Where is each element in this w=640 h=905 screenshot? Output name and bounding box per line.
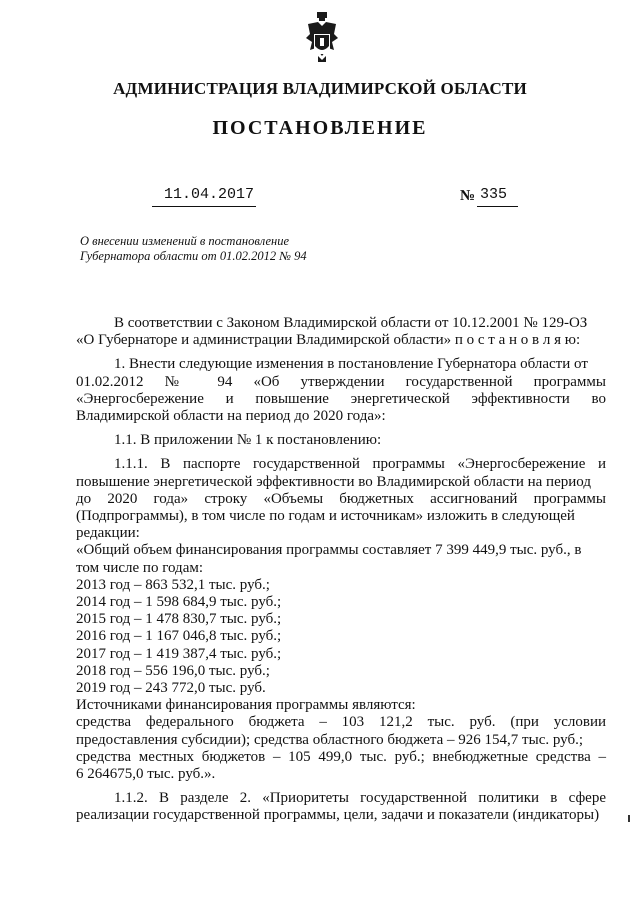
subject-line: О внесении изменений в постановление (80, 234, 290, 248)
text-line: «Энергосбережение и повышение энергетической эффективности во (76, 390, 606, 407)
text-line: 01.02.2012 № 94 «Об утверждении государственной программы (76, 373, 606, 390)
item-1-1-paragraph (76, 432, 606, 449)
text-line: до 2020 года» строку «Объемы бюджетных ассигнований программы (76, 490, 606, 507)
document-date: 11.04.2017 (152, 184, 256, 207)
year-line: 2014 год – 1 598 684,9 тыс. руб.; (76, 594, 282, 611)
year-line: 2015 год – 1 478 830,7 тыс. руб.; (76, 611, 282, 628)
text-line: В соответствии с Законом Владимирской области от 10.12.2001 № 129-ОЗ (114, 315, 588, 331)
number-label: № (460, 188, 476, 204)
subject-line: Губернатора области от 01.02.2012 № 94 (80, 249, 307, 263)
item-1-paragraph (76, 356, 606, 425)
document-type: ПОСТАНОВЛЕНИЕ (212, 117, 428, 139)
organization-title: АДМИНИСТРАЦИЯ ВЛАДИМИРСКОЙ ОБЛАСТИ (113, 79, 527, 98)
item-1-1-2-paragraph (76, 790, 606, 824)
text-line: реализации государственной программы, цели, задачи и показатели (индикаторы) (76, 807, 600, 824)
text-line: «Общий объем финансирования программы составляет 7 399 449,9 тыс. руб., в (76, 542, 582, 559)
document-subject (80, 234, 380, 264)
year-line: 2013 год – 863 532,1 тыс. руб.; (76, 576, 270, 593)
text-line: 1.1.1. В паспорте государственной программы «Энергосбережение и (114, 456, 606, 473)
text-line: предоставления субсидии); средства областного бюджета – 926 154,7 тыс. руб.; (76, 731, 584, 748)
coat-of-arms-icon (304, 12, 340, 64)
text-line: 6 264675,0 тыс. руб.». (76, 766, 216, 783)
year-line: 2019 год – 243 772,0 тыс. руб. (76, 680, 266, 697)
text-line: 1. Внести следующие изменения в постановление Губернатора области от (114, 356, 588, 373)
preamble-paragraph (76, 315, 606, 349)
text-line: Источниками финансирования программы являются: (76, 697, 416, 714)
text-line: том числе по годам: (76, 559, 204, 576)
document-number: 335 (477, 184, 518, 207)
year-line: 2017 год – 1 419 387,4 тыс. руб.; (76, 645, 282, 662)
text-line: (Подпрограммы), в том числе по годам и источникам» изложить в следующей (76, 508, 575, 525)
document-body (76, 315, 606, 829)
text-line: средства местных бюджетов – 105 499,0 тыс. руб.; внебюджетные средства – (76, 748, 606, 765)
scan-mark (628, 815, 630, 822)
text-line: «О Губернаторе и администрации Владимирской области» п о с т а н о в л я ю: (76, 332, 581, 349)
text-line: повышение энергетической эффективности во Владимирской области на период (76, 473, 591, 490)
text-line: редакции: (76, 525, 140, 542)
text-line: Владимирской области на период до 2020 года»: (76, 408, 386, 425)
item-1-1-1-paragraph (76, 456, 606, 783)
text-line: 1.1. В приложении № 1 к постановлению: (114, 432, 382, 449)
year-line: 2016 год – 1 167 046,8 тыс. руб.; (76, 628, 282, 645)
text-line: средства федерального бюджета – 103 121,2 тыс. руб. (при условии (76, 714, 606, 731)
year-line: 2018 год – 556 196,0 тыс. руб.; (76, 662, 270, 679)
text-line: 1.1.2. В разделе 2. «Приоритеты государственной политики в сфере (114, 790, 606, 807)
